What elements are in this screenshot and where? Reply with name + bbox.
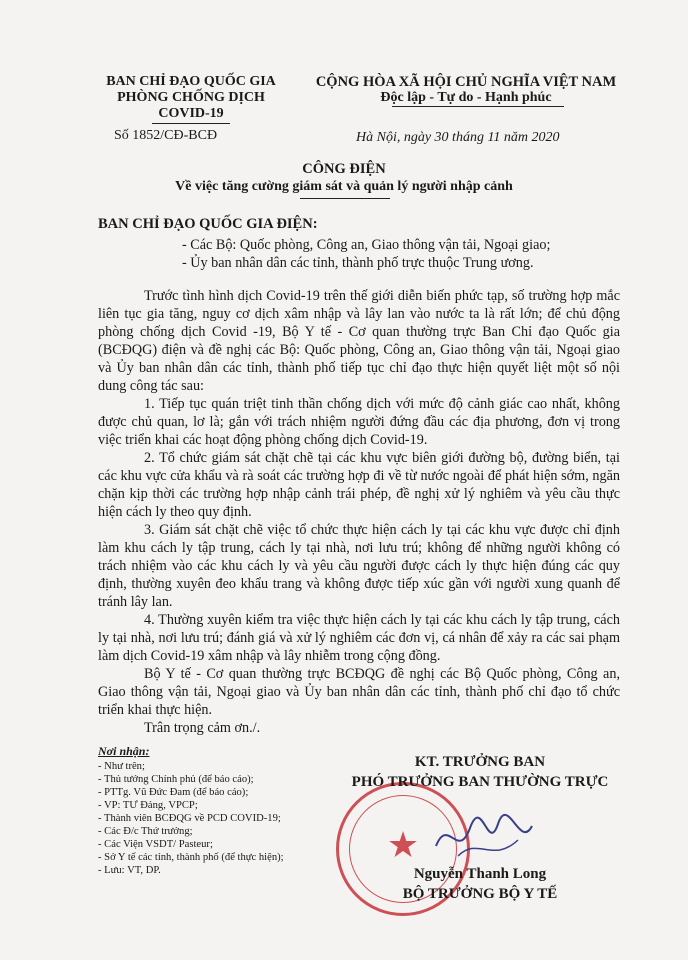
recipient-item: - PTTg. Vũ Đức Đam (để báo cáo);	[98, 787, 249, 798]
recipient-line-2: - Ủy ban nhân dân các tỉnh, thành phố trực thuộc Trung ương.	[182, 255, 534, 271]
recipient-line-1: - Các Bộ: Quốc phòng, Công an, Giao thông vận tải, Ngoại giao;	[182, 237, 551, 253]
agency-line-3: COVID-19	[158, 106, 224, 121]
agency-line-2: PHÒNG CHỐNG DỊCH	[117, 90, 265, 105]
document-body	[98, 287, 620, 737]
item-3-paragraph: 3. Giám sát chặt chẽ việc tổ chức thực hiện cách ly tại các khu vực được chỉ định làm khu cách ly tập trung, cách ly tại nhà, nơi lưu trú; không để những người không có trách nhiệm vào các khu cách ly và yêu cầu người được cách ly thực hiện đúng các quy định, thường xuyên đeo khẩu trang và không được tiếp xúc gần với người xung quanh để tránh lây lan.	[98, 522, 620, 610]
subject-underline	[300, 198, 390, 199]
signer-title-1: KT. TRƯỞNG BAN	[414, 754, 546, 770]
recipient-item: - Lưu: VT, DP.	[98, 865, 161, 876]
item-1-paragraph: 1. Tiếp tục quán triệt tinh thần chống dịch với mức độ cảnh giác cao nhất, không được chủ quan, lơ là; gắn với trách nhiệm người đứng đầu các địa phương, đơn vị trong việc triển khai các hoạt động phòng chống dịch Covid-19.	[98, 396, 620, 448]
thanks-line: Trân trọng cảm ơn./.	[144, 720, 261, 736]
recipient-item: - Thành viên BCĐQG về PCD COVID-19;	[98, 813, 281, 824]
recipients-block	[98, 744, 358, 877]
recipient-list-top	[182, 236, 550, 272]
document-number: Số 1852/CĐ-BCĐ	[114, 128, 218, 143]
signer-title-2: PHÓ TRƯỞNG BAN THƯỜNG TRỰC	[351, 774, 609, 790]
signer-name: Nguyễn Thanh Long	[413, 866, 547, 882]
document-type: CÔNG ĐIỆN	[302, 161, 386, 177]
recipient-item: - Các Đ/c Thứ trưởng;	[98, 826, 193, 837]
agency-line-1: BAN CHỈ ĐẠO QUỐC GIA	[106, 74, 276, 89]
recipient-item: - Sở Y tế các tỉnh, thành phố (để thực hiện);	[98, 852, 284, 863]
intro-paragraph: Trước tình hình dịch Covid-19 trên thế giới diễn biến phức tạp, số trường hợp mắc liên tục gia tăng, nguy cơ dịch xâm nhập và lây lan vào nước ta là rất lớn; để chủ động phòng chống dịch Covid -19, Bộ Y tế - Cơ quan thường trực Ban Chỉ đạo Quốc gia (BCĐQG) điện và đề nghị các Bộ: Quốc phòng, Công an, Giao thông vận tải, Ngoại giao và Ủy ban nhân dân các tỉnh, thành phố tiếp tục chỉ đạo thực hiện quyết liệt một số nội dung công tác sau:	[98, 288, 620, 394]
national-motto: Độc lập - Tự do - Hạnh phúc	[380, 90, 552, 105]
handwritten-signature	[428, 806, 538, 868]
recipient-item: - Các Viện VSDT/ Pasteur;	[98, 839, 213, 850]
item-2-paragraph: 2. Tổ chức giám sát chặt chẽ tại các khu vực biên giới đường bộ, đường biển, tại các khu vực cửa khẩu và rà soát các trường hợp đi về từ nước ngoài để phát hiện sớm, ngăn chặn kịp thời các trường hợp nhập cảnh trái phép, đề nghị xử lý nghiêm và yêu cầu thực hiện cách ly theo quy định.	[98, 450, 620, 520]
place-date: Hà Nội, ngày 30 tháng 11 năm 2020	[356, 130, 560, 145]
item-4-paragraph: 4. Thường xuyên kiểm tra việc thực hiện cách ly tại các khu cách ly tập trung, cách ly tại nhà, nơi lưu trú; đánh giá và xử lý nghiêm các đơn vị, cá nhân để xảy ra các sai phạm làm dịch Covid-19 xâm nhập và lây nhiễm trong cộng đồng.	[98, 612, 620, 664]
sender-heading: BAN CHỈ ĐẠO QUỐC GIA ĐIỆN:	[98, 216, 318, 232]
signer-block	[330, 864, 630, 904]
motto-underline	[392, 106, 564, 107]
issuing-agency	[86, 74, 296, 122]
national-title: CỘNG HÒA XÃ HỘI CHỦ NGHĨA VIỆT NAM	[315, 74, 617, 90]
agency-underline	[152, 123, 230, 124]
recipient-item: - Như trên;	[98, 761, 145, 772]
signature-title-block	[330, 752, 630, 792]
signer-position: BỘ TRƯỞNG BỘ Y TẾ	[402, 886, 558, 902]
recipients-heading: Nơi nhận:	[98, 744, 150, 758]
recipient-item: - Thủ tướng Chính phủ (để báo cáo);	[98, 774, 254, 785]
document-subject: Về việc tăng cường giám sát và quản lý người nhập cảnh	[175, 179, 513, 194]
closing-paragraph: Bộ Y tế - Cơ quan thường trực BCĐQG đề nghị các Bộ Quốc phòng, Công an, Giao thông vận tải, Ngoại giao và Ủy ban nhân dân các tỉnh, thành phố chỉ đạo tổ chức triển khai thực hiện.	[98, 666, 620, 718]
recipient-item: - VP: TƯ Đảng, VPCP;	[98, 800, 198, 811]
seal-star-icon: ★	[386, 825, 420, 865]
